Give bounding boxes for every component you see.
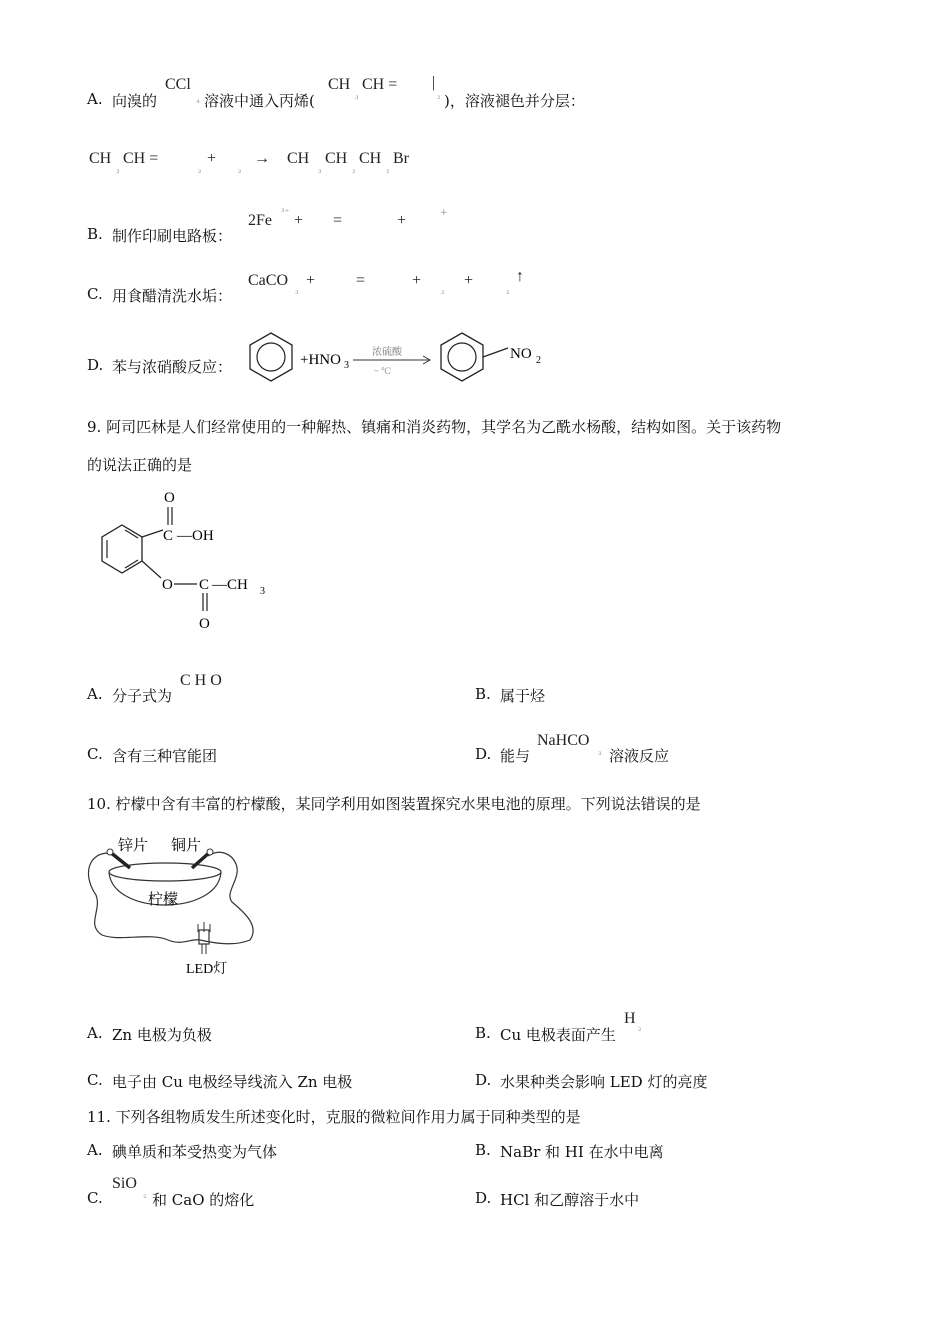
q8-c-mark-2: ₂ <box>506 287 510 297</box>
q8-c-plus-3: + <box>464 272 474 289</box>
q10-option-b-formula: H <box>624 1010 636 1027</box>
q11-option-c-text: 和 CaO 的熔化 <box>152 1191 255 1209</box>
q10-option-b-text: Cu 电极表面产生 <box>500 1026 616 1044</box>
q9-option-b-text: 属于烃 <box>500 687 546 705</box>
q9-option-d-text-1: 能与 <box>500 747 531 765</box>
q8-c-caco3-sub: ₃ <box>295 287 299 297</box>
aspirin-structure <box>85 485 290 635</box>
q8-b-fe-sup: ³⁺ <box>281 208 290 218</box>
q11-option-b-text: NaBr 和 HI 在水中电离 <box>500 1143 664 1161</box>
led-label: LED灯 <box>186 962 228 977</box>
aspirin-ch3-sub: 3 <box>260 586 265 597</box>
q11-option-c-formula-sub: ₂ <box>143 1191 147 1201</box>
q8-b-text: 制作印刷电路板： <box>112 227 233 245</box>
q8-d-text: 苯与浓硝酸反应： <box>112 358 233 376</box>
q8-b-plus-1: + <box>294 212 304 229</box>
q10-option-c-label: C. <box>87 1071 103 1089</box>
q8-a-propene-bar: | <box>432 74 436 91</box>
q8-b-equals: = <box>333 212 343 229</box>
aspirin-benzene-ring <box>102 525 142 573</box>
q8-a-eq-mark-3: ₃ <box>318 166 322 176</box>
q8-a-label: A. <box>87 90 103 108</box>
q10-option-b-formula-sub: ₂ <box>638 1024 642 1034</box>
q8-a-propene-bar-sub: ₂ <box>437 92 441 102</box>
q9-option-a-formula: C H O <box>180 672 222 689</box>
q8-a-eq-mark-2: ₂ <box>238 166 242 176</box>
aspirin-o-top: O <box>164 490 175 506</box>
q8-a-eq-arrow: → <box>254 150 270 167</box>
q8-c-mark-1: ₂ <box>441 287 445 297</box>
q8-a-text-1: 向溴的 <box>112 92 158 110</box>
benzene-ring-product <box>441 333 508 381</box>
q8-b-sup-2: + <box>440 208 448 218</box>
q9-stem-line-1: 9. 阿司匹林是人们经常使用的一种解热、镇痛和消炎药物，其学名为乙酰水杨酸，结构如图。关于该药物 <box>87 418 782 436</box>
q11-option-d-text: HCl 和乙醇溶于水中 <box>500 1191 640 1209</box>
q8-a-eq-ch2: CH = <box>123 150 159 167</box>
q8-d-product-sub: 2 <box>536 355 541 366</box>
q8-b-fe: 2Fe <box>248 212 272 229</box>
aspirin-c-ester: C <box>199 577 210 593</box>
q9-option-a-label: A. <box>87 685 103 703</box>
q11-option-a-text: 碘单质和苯受热变为气体 <box>112 1143 278 1161</box>
q8-a-propene-ch2: CH = <box>362 76 398 93</box>
q8-a-ccl4-sub: ₄ <box>196 96 200 106</box>
q8-c-plus-2: + <box>412 272 422 289</box>
q8-a-eq-mark-1: ₂ <box>198 166 202 176</box>
q9-option-c-text: 含有三种官能团 <box>112 747 218 765</box>
q8-c-equals: = <box>356 272 366 289</box>
q8-d-reagent: +HNO <box>300 352 341 368</box>
q8-a-propene-sub: ₃ <box>355 92 359 102</box>
aspirin-o-ring: O <box>162 577 173 593</box>
q11-stem: 11. 下列各组物质发生所述变化时，克服的微粒间作用力属于同种类型的是 <box>87 1108 581 1126</box>
q9-option-b-label: B. <box>475 685 491 703</box>
q8-d-label: D. <box>87 356 104 374</box>
q8-a-eq-ch3-sub: ₃ <box>116 166 120 176</box>
q10-option-b-label: B. <box>475 1024 491 1042</box>
q8-d-product-group: NO <box>510 346 532 362</box>
q10-option-a-label: A. <box>87 1024 103 1042</box>
q8-b-plus-2: + <box>397 212 407 229</box>
q8-a-eq-plus: + <box>207 150 217 167</box>
q10-option-a-text: Zn 电极为负极 <box>112 1026 212 1044</box>
q11-option-d-label: D. <box>475 1189 492 1207</box>
q9-option-d-text-2: 溶液反应 <box>609 747 670 765</box>
q11-option-c-formula: SiO <box>112 1175 137 1192</box>
aspirin-c-top: C <box>163 528 174 544</box>
q9-option-a-text: 分子式为 <box>112 687 173 705</box>
q10-stem: 10. 柠檬中含有丰富的柠檬酸，某同学利用如图装置探究水果电池的原理。下列说法错误的是 <box>87 795 701 813</box>
q8-d-condition-top: 浓硫酸 <box>372 347 402 358</box>
q8-a-ccl4: CCl <box>165 76 191 93</box>
q8-d-condition-bottom: ~ ℃ <box>374 366 392 376</box>
q8-a-eq-ch-1: CH <box>287 150 310 167</box>
q8-c-gas-arrow: ↑ <box>516 268 524 285</box>
q8-a-propene-ch: CH <box>328 76 351 93</box>
q8-b-label: B. <box>87 225 103 243</box>
q8-c-plus-1: + <box>306 272 316 289</box>
q11-option-b-label: B. <box>475 1141 491 1159</box>
q8-d-reaction-scheme <box>240 328 560 384</box>
led-bulb <box>198 922 210 954</box>
q10-option-d-label: D. <box>475 1071 492 1089</box>
aspirin-ch3: —CH <box>212 577 248 593</box>
q9-stem-line-2: 的说法正确的是 <box>87 456 193 474</box>
q9-option-d-formula: NaHCO <box>537 732 590 749</box>
copper-label: 铜片 <box>171 838 202 854</box>
q9-option-d-formula-sub: ₃ <box>598 748 602 758</box>
q8-a-text-3: )，溶液褪色并分层： <box>444 92 585 110</box>
q11-option-c-label: C. <box>87 1189 103 1207</box>
aspirin-o-bottom: O <box>199 616 210 632</box>
q8-a-eq-mark-4: ₂ <box>352 166 356 176</box>
q8-a-eq-mark-5: ₂ <box>386 166 390 176</box>
q9-option-c-label: C. <box>87 745 103 763</box>
q8-a-eq-ch-3: CH <box>359 150 382 167</box>
q8-c-caco3: CaCO <box>248 272 288 289</box>
q10-option-c-text: 电子由 Cu 电极经导线流入 Zn 电极 <box>112 1073 353 1091</box>
q8-c-label: C. <box>87 285 103 303</box>
lemon-battery-diagram <box>80 830 260 980</box>
q8-a-eq-ch3: CH <box>89 150 112 167</box>
benzene-ring-reactant <box>250 333 292 381</box>
zinc-label: 锌片 <box>118 838 149 854</box>
q8-a-eq-ch-2: CH <box>325 150 348 167</box>
q9-option-d-label: D. <box>475 745 492 763</box>
q8-a-text-2: 溶液中通入丙烯( <box>204 92 315 110</box>
zinc-strip <box>110 852 130 868</box>
q8-a-eq-br: Br <box>393 150 409 167</box>
lemon-label: 柠檬 <box>148 892 179 908</box>
q10-option-d-text: 水果种类会影响 LED 灯的亮度 <box>500 1073 708 1091</box>
q8-d-reagent-sub: 3 <box>344 360 349 371</box>
q11-option-a-label: A. <box>87 1141 103 1159</box>
q8-c-text: 用食醋清洗水垢： <box>112 287 233 305</box>
aspirin-oh: —OH <box>177 528 214 544</box>
